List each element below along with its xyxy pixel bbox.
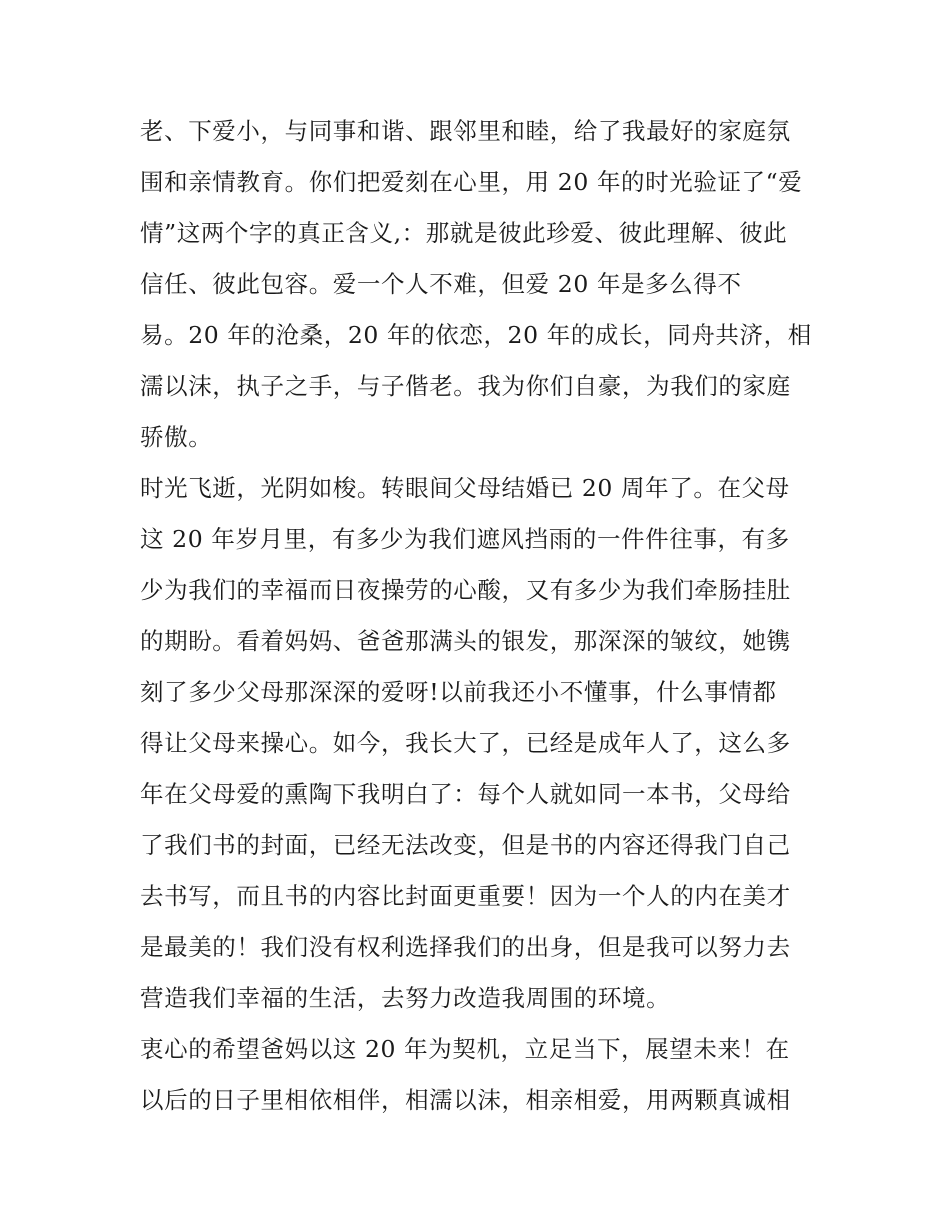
text-line: 得让父母来操心。如今，我长大了，已经是成年人了，这么多 <box>140 729 791 757</box>
text-line: 年在父母爱的熏陶下我明白了：每个人就如同一本书，父母给 <box>140 780 791 808</box>
text-line: 以后的日子里相依相伴，相濡以沫，相亲相爱，用两颗真诚相 <box>140 1086 791 1114</box>
text-line: 衷心的希望爸妈以这 20 年为契机，立足当下，展望未来！在 <box>140 1035 790 1063</box>
text-line: 信任、彼此包容。爱一个人不难，但爱 20 年是多么得不 <box>140 270 742 298</box>
text-line: 围和亲情教育。你们把爱刻在心里，用 20 年的时光验证了“爱 <box>140 168 803 196</box>
text-line: 濡以沫，执子之手，与子偕老。我为你们自豪，为我们的家庭 <box>140 372 791 400</box>
text-line: 是最美的！我们没有权利选择我们的出身，但是我可以努力去 <box>140 933 791 961</box>
text-line: 营造我们幸福的生活，去努力改造我周围的环境。 <box>140 984 671 1012</box>
body-text <box>140 106 820 1126</box>
text-line: 易。20 年的沧桑，20 年的依恋，20 年的成长，同舟共济，相 <box>140 321 812 349</box>
text-line: 这 20 年岁月里，有多少为我们遮风挡雨的一件件往事，有多 <box>140 525 790 553</box>
text-line: 刻了多少父母那深深的爱呀!以前我还小不懂事，什么事情都 <box>140 678 777 706</box>
text-line: 少为我们的幸福而日夜操劳的心酸，又有多少为我们牵肠挂肚 <box>140 576 791 604</box>
text-line: 去书写，而且书的内容比封面更重要！因为一个人的内在美才 <box>140 882 791 910</box>
text-line: 了我们书的封面，已经无法改变，但是书的内容还得我门自己 <box>140 831 791 859</box>
text-line: 老、下爱小，与同事和谐、跟邻里和睦，给了我最好的家庭氛 <box>140 117 791 145</box>
text-line: 骄傲。 <box>140 423 213 451</box>
text-line: 的期盼。看着妈妈、爸爸那满头的银发，那深深的皱纹，她镌 <box>140 627 791 655</box>
text-line: 情”这两个字的真正含义,：那就是彼此珍爱、彼此理解、彼此 <box>140 219 788 247</box>
text-line: 时光飞逝，光阴如梭。转眼间父母结婚已 20 周年了。在父母 <box>140 474 790 502</box>
